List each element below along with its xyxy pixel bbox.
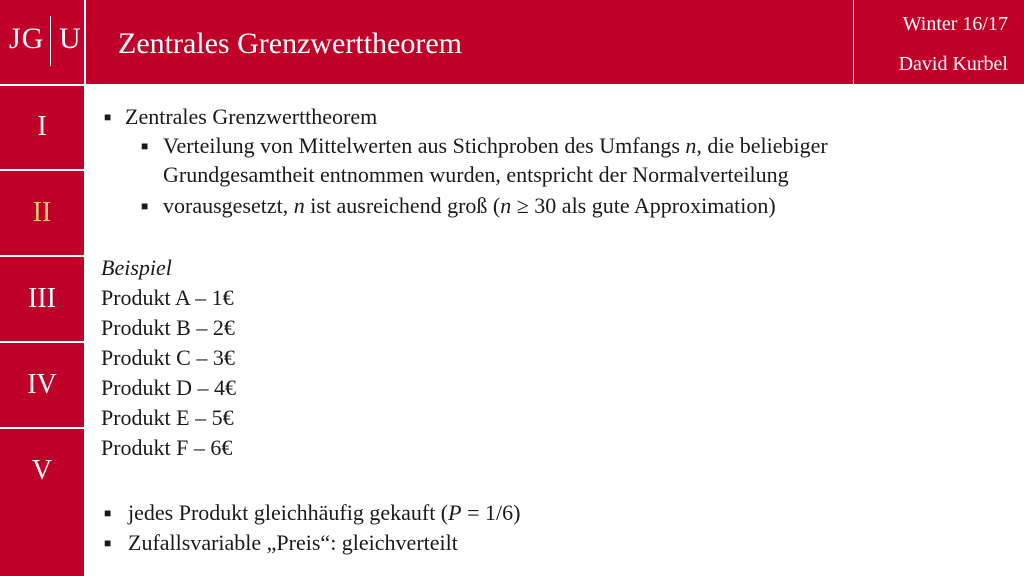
product-e: Produkt E – 5€ <box>101 405 234 430</box>
text-segment: = 1/6) <box>461 500 521 525</box>
text-segment: vorausgesetzt, <box>163 193 294 218</box>
text-segment: jedes Produkt gleichhäufig gekauft ( <box>128 500 449 525</box>
logo-divider <box>50 16 51 66</box>
product-b: Produkt B – 2€ <box>101 315 235 340</box>
sub-bullet-distribution <box>163 132 828 160</box>
square-bullet-icon: ■ <box>141 139 149 153</box>
product-a: Produkt A – 1€ <box>101 285 234 310</box>
example-label-text: Beispiel <box>101 255 172 280</box>
slide-header <box>86 0 1024 84</box>
logo-jg-text: JG <box>9 22 45 55</box>
text-segment: ≥ 30 als gute Approximation) <box>511 193 776 218</box>
nav-section-5[interactable]: V <box>31 455 53 486</box>
italic-p: P <box>448 500 462 525</box>
square-bullet-icon: ■ <box>104 110 112 124</box>
text-segment: ist ausreichend groß ( <box>304 193 501 218</box>
product-d: Produkt D – 4€ <box>101 375 237 400</box>
sidebar <box>0 0 84 576</box>
slide-title: Zentrales Grenzwerttheorem <box>118 27 462 60</box>
sub-bullet-condition <box>163 192 776 220</box>
author-label: David Kurbel <box>898 53 1008 75</box>
jgu-logo <box>0 0 84 86</box>
italic-n: n, <box>685 133 702 158</box>
square-bullet-icon: ■ <box>141 199 149 213</box>
square-bullet-icon: ■ <box>104 506 112 520</box>
square-bullet-icon: ■ <box>104 536 112 550</box>
nav-section-3[interactable]: III <box>0 258 84 343</box>
italic-n: n <box>293 193 305 218</box>
nav-section-1[interactable]: I <box>0 86 84 171</box>
term-label: Winter 16/17 <box>902 13 1008 35</box>
nav-section-4[interactable]: IV <box>0 344 84 429</box>
info-box <box>853 0 1024 84</box>
text-segment: Verteilung von Mittelwerten aus Stichproben des Umfangs <box>163 133 686 158</box>
example-label <box>101 254 172 282</box>
product-f: Produkt F – 6€ <box>101 435 233 460</box>
bullet-uniform: Zufallsvariable „Preis“: gleichverteilt <box>128 530 458 555</box>
bullet-equal-probability <box>128 499 520 527</box>
italic-n: n <box>500 193 512 218</box>
sub-bullet-distribution-cont: Grundgesamtheit entnommen wurden, entspricht der Normalverteilung <box>163 162 789 187</box>
bullet-clt: Zentrales Grenzwerttheorem <box>125 104 378 129</box>
nav-section-2[interactable]: II <box>0 172 84 257</box>
logo-u-text: U <box>59 22 81 55</box>
text-segment: die beliebiger <box>701 133 828 158</box>
product-c: Produkt C – 3€ <box>101 345 235 370</box>
